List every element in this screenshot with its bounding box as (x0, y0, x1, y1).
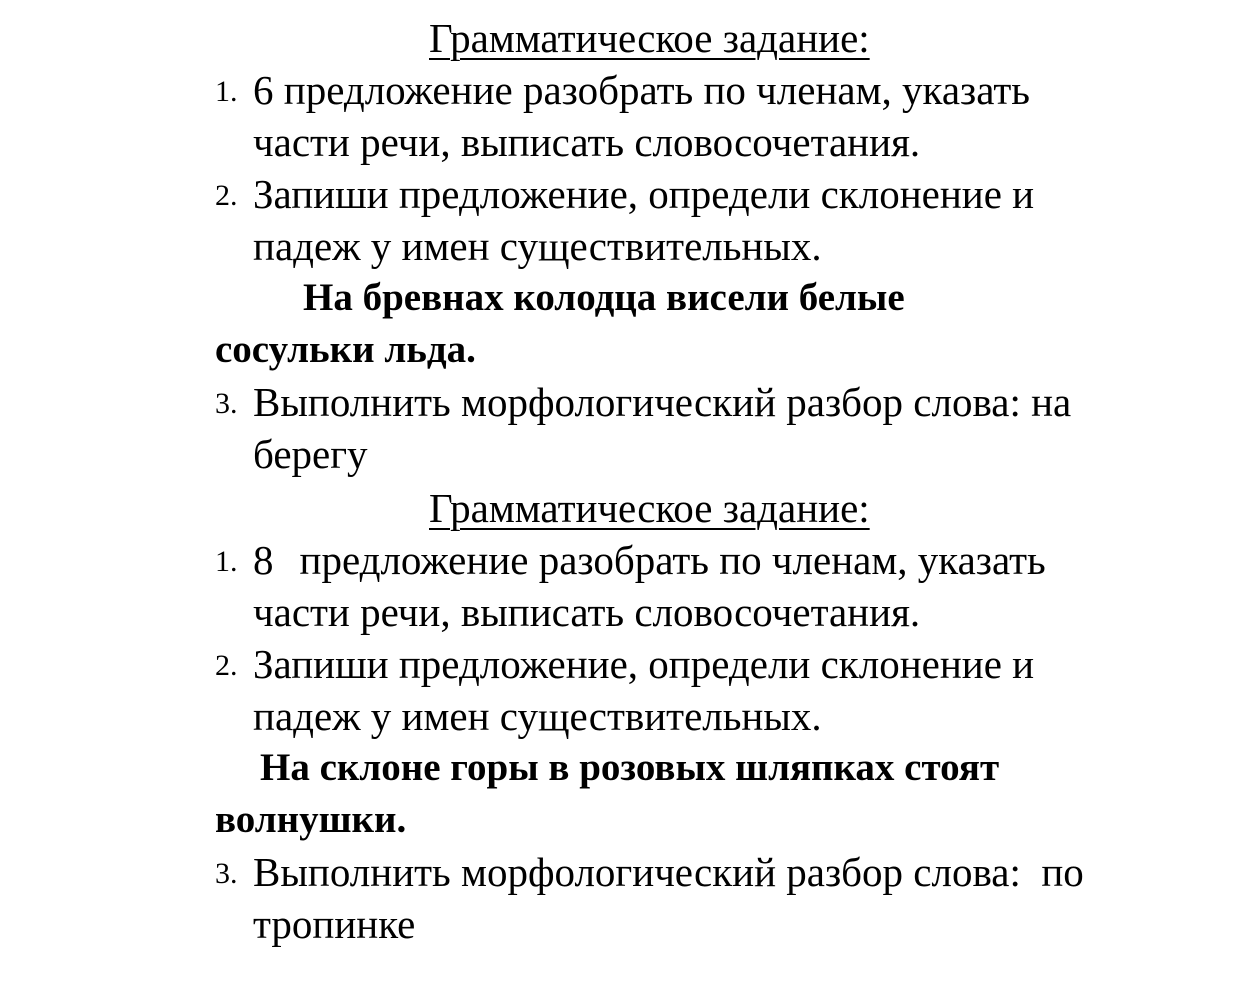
sentence-line-2: волнушки. (215, 798, 407, 841)
item-line-2: части речи, выписать словосочетания. (253, 119, 921, 165)
task-item-1 (215, 534, 1215, 638)
task-heading: Грамматическое задание: (429, 485, 870, 531)
item-line-1: Запиши предложение, определи склонение и (253, 171, 1035, 217)
task-item-1 (215, 64, 1215, 168)
task-heading: Грамматическое задание: (429, 15, 870, 61)
item-number: 3. (215, 857, 238, 890)
item-line-1: Выполнить морфологический разбор слова: на (253, 379, 1072, 425)
task-block-1 (215, 12, 1215, 480)
item-line-2: падеж у имен существительных. (253, 223, 822, 269)
item-line-1 (253, 64, 1215, 116)
item-line-1: Выполнить морфологический разбор слова: по (253, 849, 1084, 895)
sentence-line-1: На бревнах колодца висели белые (303, 276, 905, 319)
example-sentence (215, 742, 1215, 846)
sentence-line-2: сосульки льда. (215, 328, 476, 371)
item-text: предложение разобрать по членам, указать (299, 537, 1046, 583)
item-number: 3. (215, 387, 238, 420)
item-line-1 (253, 534, 1215, 586)
item-text: предложение разобрать по членам, указать (283, 67, 1030, 113)
item-line-1: Запиши предложение, определи склонение и (253, 641, 1035, 687)
sentence-line-1: На склоне горы в розовых шляпках стоят (260, 746, 1000, 789)
task-item-3 (215, 376, 1215, 480)
task-block-2 (215, 482, 1215, 950)
item-number: 2. (215, 649, 238, 682)
item-line-2: падеж у имен существительных. (253, 693, 822, 739)
item-line-2: части речи, выписать словосочетания. (253, 589, 921, 635)
item-number: 1. (215, 75, 238, 108)
item-line-2: тропинке (253, 901, 416, 947)
item-number: 1. (215, 545, 238, 578)
item-line-2: берегу (253, 431, 368, 477)
item-number: 2. (215, 179, 238, 212)
task-item-2 (215, 638, 1215, 742)
task-item-3 (215, 846, 1215, 950)
task-item-2 (215, 168, 1215, 272)
sentence-number: 6 (253, 67, 274, 113)
example-sentence (215, 272, 1215, 376)
sentence-number: 8 (253, 537, 274, 583)
